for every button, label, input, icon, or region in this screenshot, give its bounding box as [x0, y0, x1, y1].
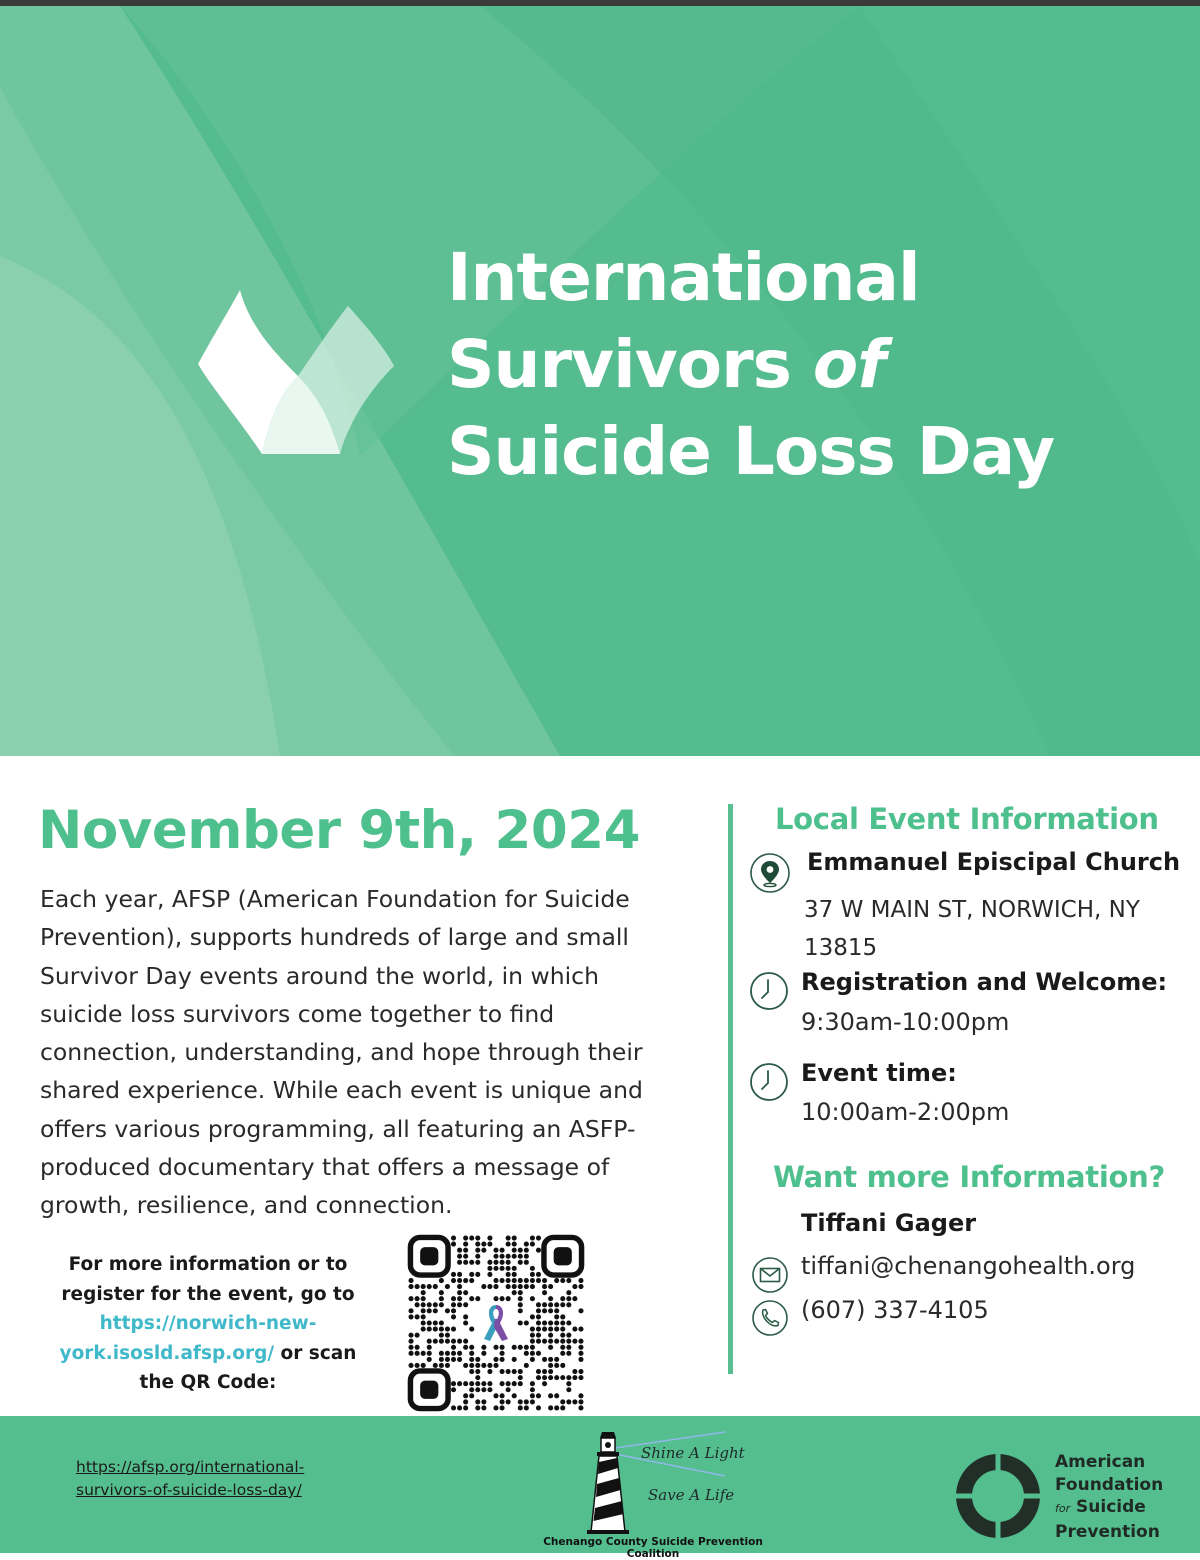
coalition-name: Chenango County Suicide Prevention Coalition: [543, 1536, 763, 1560]
event-time: 10:00am-2:00pm: [801, 1098, 1010, 1126]
lighthouse-logo-icon: [575, 1428, 645, 1538]
phone-icon: [751, 1299, 789, 1337]
registration-info: [58, 1250, 358, 1398]
afsp-line-4: Prevention: [1055, 1521, 1160, 1542]
coalition-tagline-1: Shine A Light: [641, 1444, 745, 1462]
hero-title-survivors: Survivors: [447, 326, 813, 403]
afsp-wordmark: [1055, 1451, 1163, 1543]
hero-title-line-2: [447, 321, 1054, 408]
hero-title-of: of: [812, 326, 885, 403]
event-date: November 9th, 2024: [38, 800, 641, 861]
registration-label: Registration and Welcome:: [801, 968, 1168, 996]
afsp-for: for: [1055, 1502, 1071, 1515]
afsp-suicide: Suicide: [1070, 1497, 1146, 1517]
afsp-line-1: American: [1055, 1452, 1146, 1472]
contact-name: Tiffani Gager: [801, 1209, 977, 1237]
mail-icon: [751, 1256, 789, 1294]
afsp-life-ring-logo-icon: [954, 1452, 1042, 1540]
afsp-line-3: [1055, 1496, 1163, 1521]
afsp-event-link[interactable]: https://afsp.org/international-survivors-of-suicide-loss-day/: [76, 1458, 305, 1499]
isosld-leaf-logo-icon: [198, 288, 398, 458]
hero-banner: [0, 6, 1200, 756]
coalition-tagline-2: Save A Life: [648, 1486, 735, 1504]
registration-url-link[interactable]: https://norwich-new-york.isosld.afsp.org/: [59, 1313, 317, 1364]
hero-title-line-1: International: [447, 239, 920, 316]
registration-info-prefix: For more information or to register for the event, go to: [61, 1254, 355, 1305]
hero-title-line-3: Suicide Loss Day: [447, 413, 1055, 490]
contact-phone[interactable]: (607) 337-4105: [801, 1296, 989, 1324]
afsp-line-2: Foundation: [1055, 1474, 1164, 1495]
event-description: Each year, AFSP (American Foundation for Suicide Prevention), supports hundreds of large and small Survivor Day events around the world, in which suicide loss survivors come together to find connection, understanding, and hope through their shared experience. While each event is unique and offers various programming, all featuring an ASFP-produced documentary that offers a message of growth, resilience, and connection.: [40, 885, 643, 1220]
event-clock-icon: [749, 1062, 789, 1102]
registration-time: 9:30am-10:00pm: [801, 1008, 1010, 1036]
registration-info-suffix: or scan the QR Code:: [139, 1342, 357, 1393]
hero-title: [447, 234, 1054, 495]
event-time-label: Event time:: [801, 1059, 957, 1087]
venue-name: Emmanuel Episcipal Church: [807, 848, 1181, 876]
registration-clock-icon: [749, 971, 789, 1011]
local-event-heading: Local Event Information: [775, 802, 1159, 836]
venue-address: 37 W MAIN ST, NORWICH, NY 13815: [804, 897, 1140, 961]
more-information-heading: Want more Information?: [773, 1160, 1165, 1194]
location-pin-icon: [749, 852, 791, 894]
qr-code-icon[interactable]: [408, 1235, 584, 1411]
contact-email[interactable]: tiffani@chenangohealth.org: [801, 1252, 1136, 1280]
column-divider: [728, 804, 733, 1374]
